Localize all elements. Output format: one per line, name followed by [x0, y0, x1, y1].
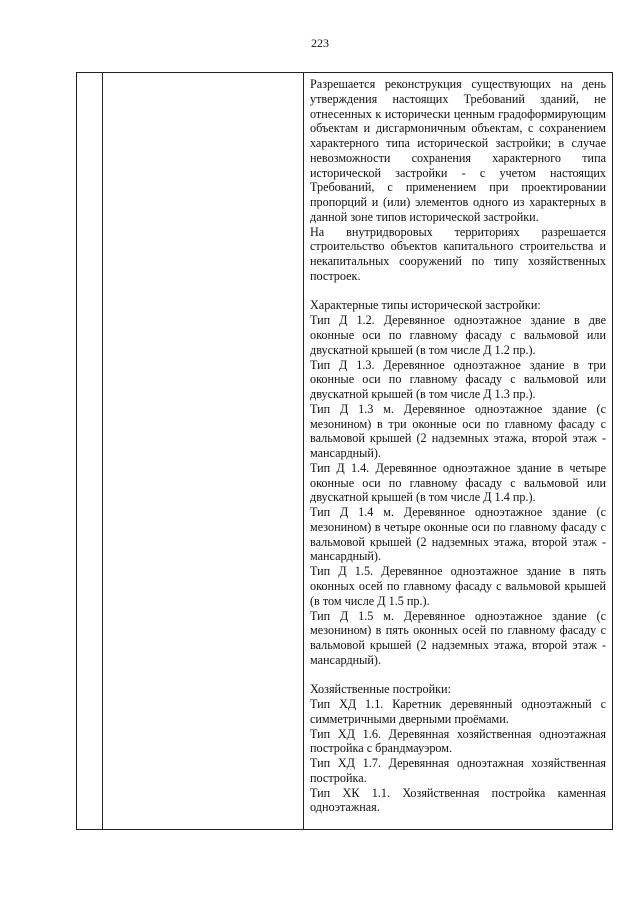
paragraph: Тип ХД 1.7. Деревянная одноэтажная хозяйственная постройка. [310, 756, 606, 785]
paragraph: Тип ХД 1.1. Каретник деревянный одноэтажный с симметричными дверными проёмами. [310, 697, 606, 726]
paragraph: Тип Д 1.4 м. Деревянное одноэтажное здание (с мезонином) в четыре оконные оси по главному фасаду с вальмовой крышей (2 надземных этажа, второй этаж - мансардный). [310, 505, 606, 564]
paragraph-gap [310, 668, 606, 683]
paragraph: Разрешается реконструкция существующих на день утверждения настоящих Требований зданий, не отнесенных к исторически ценным градоформирующим объектам и дисгармоничным объектам, с сохранением характерного типа исторической застройки; в случае невозможности сохранения характерного типа исторической застройки - с учетом настоящих Требований, с применением при проектировании пропорций и (или) элементов одного из характерных в данной зоне типов исторической застройки. [310, 77, 606, 224]
paragraph-gap [310, 284, 606, 299]
paragraph: Тип Д 1.5. Деревянное одноэтажное здание в пять оконных осей по главному фасаду с вальмовой крышей (в том числе Д 1.5 пр.). [310, 564, 606, 608]
paragraph: Характерные типы исторической застройки: [310, 298, 541, 313]
paragraph: Тип Д 1.4. Деревянное одноэтажное здание в четыре оконные оси по главному фасаду с вальмовой или двускатной крышей (в том числе Д 1.4 пр.). [310, 460, 606, 505]
paragraph: Тип Д 1.3 м. Деревянное одноэтажное здание (с мезонином) в три оконные оси по главному фасаду с вальмовой крышей (2 надземных этажа, второй этаж - мансардный). [310, 401, 606, 461]
requirements-table [76, 72, 613, 830]
paragraph: Тип Д 1.3. Деревянное одноэтажное здание в три оконные оси по главному фасаду с вальмовой или двускатной крышей (в том числе Д 1.3 пр.). [310, 357, 606, 402]
column-divider-2 [303, 73, 304, 829]
paragraph: Хозяйственные постройки: [310, 682, 451, 697]
column-divider-1 [102, 73, 103, 829]
paragraph: Тип ХД 1.6. Деревянная хозяйственная одноэтажная постройка с брандмауэром. [310, 726, 606, 756]
table-cell-text [310, 77, 606, 815]
paragraph: На внутридворовых территориях разрешается строительство объектов капитального строительства и некапитальных сооружений по типу хозяйственных построек. [310, 224, 606, 283]
paragraph: Тип Д 1.2. Деревянное одноэтажное здание в две оконные оси по главному фасаду с вальмовой или двускатной крышей (в том числе Д 1.2 пр.). [310, 313, 606, 357]
paragraph: Тип Д 1.5 м. Деревянное одноэтажное здание (с мезонином) в пять оконных осей по главному фасаду с вальмовой крышей (2 надземных этажа, второй этаж - мансардный). [310, 608, 606, 667]
paragraph: Тип ХК 1.1. Хозяйственная постройка каменная одноэтажная. [310, 785, 606, 815]
page-number: 223 [311, 36, 329, 50]
